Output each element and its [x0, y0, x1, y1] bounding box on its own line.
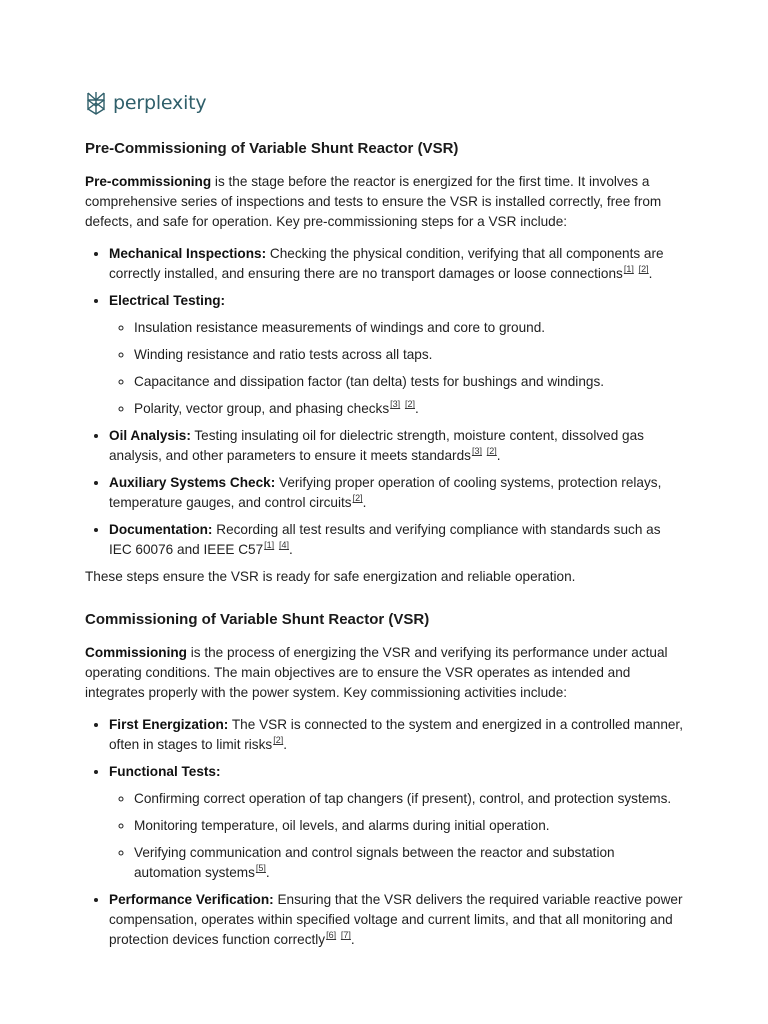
list-item-documentation	[109, 520, 685, 560]
item-label: Oil Analysis:	[109, 428, 191, 443]
pre-commissioning-steps-list	[85, 244, 685, 560]
intro-bold-term: Commissioning	[85, 645, 187, 660]
item-label: Documentation:	[109, 522, 213, 537]
item-label: Electrical Testing:	[109, 293, 226, 308]
citation-link[interactable]: [2]	[486, 446, 497, 457]
citation-link[interactable]: [4]	[278, 540, 289, 551]
citation-link[interactable]: [2]	[638, 264, 649, 275]
item-text: Checking the physical condition, verifying that all components are correctly installed, and ensuring there are no transport damages or loose connections	[109, 246, 664, 281]
citation-link[interactable]: [7]	[340, 930, 351, 941]
sublist-item: ◦ Insulation resistance measurements of windings and core to ground.	[134, 318, 685, 338]
item-label: Functional Tests:	[109, 764, 221, 779]
citation-link[interactable]: [3]	[471, 446, 482, 457]
item-label: Mechanical Inspections:	[109, 246, 267, 261]
item-text: Polarity, vector group, and phasing checks	[134, 401, 390, 416]
item-text: Ensuring that the VSR delivers the required variable reactive power compensation, operates within specified voltage and current limits, and that all monitoring and protection devices function correctly	[109, 892, 683, 947]
item-end: .	[283, 737, 287, 752]
list-item-mechanical	[109, 244, 685, 284]
perplexity-logo-icon	[85, 91, 107, 115]
citation-link[interactable]: [3]	[390, 399, 401, 410]
citation-link[interactable]: [1]	[623, 264, 634, 275]
citation-link[interactable]: [2]	[273, 735, 284, 746]
intro-bold-term: Pre-commissioning	[85, 174, 212, 189]
sublist-item: ◦ Monitoring temperature, oil levels, and alarms during initial operation.	[134, 816, 685, 836]
item-text: Testing insulating oil for dielectric strength, moisture content, dissolved gas analysis, and other parameters to ensure it meets standards	[109, 428, 644, 463]
list-item-electrical	[109, 291, 685, 419]
item-text: Verifying communication and control signals between the reactor and substation automation systems	[134, 845, 615, 880]
sublist-item: ◦ Winding resistance and ratio tests across all taps.	[134, 345, 685, 365]
item-text: Recording all test results and verifying compliance with standards such as IEC 60076 and IEEE C57	[109, 522, 661, 557]
citation-link[interactable]: [2]	[352, 493, 363, 504]
section-intro-pre-commissioning	[85, 172, 685, 232]
list-item-oil	[109, 426, 685, 466]
item-text: Verifying proper operation of cooling systems, protection relays, temperature gauges, and control circuits	[109, 475, 662, 510]
section-title-commissioning: Commissioning of Variable Shunt Reactor (VSR)	[85, 611, 430, 628]
section-outro-pre-commissioning: These steps ensure the VSR is ready for safe energization and reliable operation.	[85, 569, 576, 584]
sublist-item	[134, 843, 685, 883]
section-title-pre-commissioning: Pre-Commissioning of Variable Shunt Reactor (VSR)	[85, 140, 459, 157]
perplexity-logo[interactable]	[85, 89, 206, 117]
section-intro-commissioning	[85, 643, 685, 703]
item-label: First Energization:	[109, 717, 229, 732]
item-end: .	[265, 865, 270, 880]
document-content	[85, 138, 685, 957]
item-label: Auxiliary Systems Check:	[109, 475, 276, 490]
item-end: .	[288, 542, 293, 557]
citation-link[interactable]: [6]	[326, 930, 337, 941]
logo-wordmark: perplexity	[113, 92, 207, 114]
citation-link[interactable]: [2]	[404, 399, 415, 410]
item-end: .	[496, 448, 501, 463]
intro-text: is the stage before the reactor is energized for the first time. It involves a comprehensive series of inspections and tests to ensure the VSR is installed correctly, free from defects, and safe for operation. Key pre-commissioning steps for a VSR include:	[85, 174, 662, 229]
list-item-performance-verification	[109, 890, 685, 950]
intro-text: is the process of energizing the VSR and verifying its performance under actual operating conditions. The main objectives are to ensure the VSR operates as intended and integrates properly with the power system. Key commissioning activities include:	[85, 645, 668, 700]
list-item-first-energization	[109, 715, 685, 755]
item-text: The VSR is connected to the system and energized in a controlled manner, often in stages to limit risks	[109, 717, 683, 752]
item-end: .	[350, 932, 355, 947]
item-end: .	[414, 401, 419, 416]
functional-tests-sublist	[109, 789, 685, 883]
electrical-tests-sublist	[109, 318, 685, 419]
citation-link[interactable]: [5]	[255, 863, 266, 874]
item-end: .	[648, 266, 653, 281]
commissioning-activities-list	[85, 715, 685, 950]
list-item-functional-tests	[109, 762, 685, 883]
sublist-item	[134, 399, 685, 419]
sublist-item: ◦ Capacitance and dissipation factor (tan delta) tests for bushings and windings.	[134, 372, 685, 392]
item-end: .	[362, 495, 367, 510]
citation-link[interactable]: [1]	[264, 540, 275, 551]
item-label: Performance Verification:	[109, 892, 274, 907]
list-item-auxiliary	[109, 473, 685, 513]
sublist-item: ◦ Confirming correct operation of tap changers (if present), control, and protection systems.	[134, 789, 685, 809]
